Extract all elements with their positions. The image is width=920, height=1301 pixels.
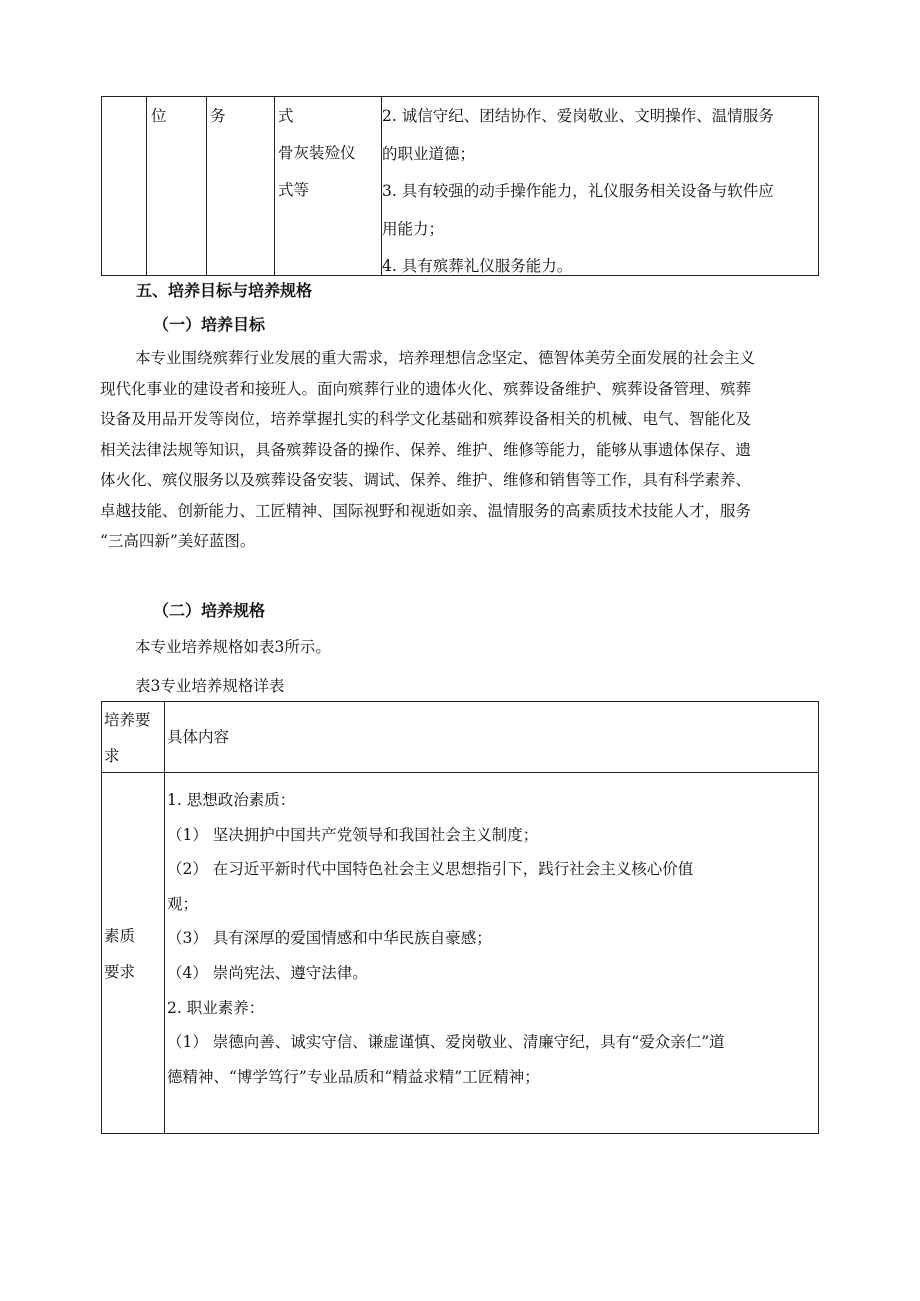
table-divider xyxy=(274,97,275,275)
paragraph-line: 现代化事业的建设者和接班人。面向殡葬行业的遗体火化、殡葬设备维护、殡葬设备管理、殡葬 xyxy=(100,379,752,398)
subsection-heading-specs: （二）培养规格 xyxy=(153,601,266,620)
paragraph-line: 卓越技能、创新能力、工匠精神、国际视野和视逝如亲、温情服务的高素质技术技能人才，服务 xyxy=(100,501,752,520)
top-table-col5 xyxy=(382,98,816,286)
top-table-col4 xyxy=(278,98,356,209)
cell-line: 的职业道德； xyxy=(382,144,476,163)
cell-line: 3. 具有较强的动手操作能力，礼仪服务相关设备与软件应 xyxy=(382,182,774,200)
row-content xyxy=(167,783,815,1094)
top-table-col2: 位 xyxy=(151,107,167,125)
goals-paragraph xyxy=(100,343,820,557)
cell-line: 式 xyxy=(278,107,294,125)
row-label xyxy=(104,918,135,990)
content-line: （1） 崇德向善、诚实守信、谦虚谨慎、爱岗敬业、清廉守纪，具有“爱众亲仁”道 xyxy=(167,1033,725,1052)
paragraph-line: 设备及用品开发等岗位，培养掌握扎实的科学文化基础和殡葬设备相关的机械、电气、智能化及 xyxy=(100,410,752,428)
cell-line: 用能力； xyxy=(382,219,445,238)
content-line: （3） 具有深厚的爱国情感和中华民族自豪感； xyxy=(167,929,492,948)
table-divider xyxy=(146,97,147,275)
content-line: 德精神、“博学笃行”专业品质和“精益求精”工匠精神； xyxy=(167,1067,540,1086)
paragraph-line: 体火化、殡仪服务以及殡葬设备安装、调试、保养、维护、维修和销售等工作，具有科学素养、 xyxy=(100,471,752,489)
paragraph-line: “三高四新”美好蓝图。 xyxy=(100,532,256,550)
top-table-col3: 务 xyxy=(210,107,226,125)
specs-table xyxy=(101,701,819,1134)
top-table xyxy=(101,96,819,276)
content-line: （2） 在习近平新时代中国特色社会主义思想指引下，践行社会主义核心价值 xyxy=(167,860,694,879)
cell-line: 骨灰装殓仪 xyxy=(278,144,356,162)
subsection-heading-goals: （一）培养目标 xyxy=(153,315,266,334)
cell-line: 素质 xyxy=(104,927,136,945)
table-divider xyxy=(164,702,165,1133)
section-heading: 五、培养目标与培养规格 xyxy=(136,281,313,300)
paragraph-line: 本专业围绕殡葬行业发展的重大需求，培养理想信念坚定、德智体美劳全面发展的社会主义 xyxy=(135,349,756,367)
cell-line: 式等 xyxy=(278,181,310,199)
content-line: （1） 坚决拥护中国共产党领导和我国社会主义制度； xyxy=(167,825,539,844)
cell-line: 求 xyxy=(104,747,120,765)
content-line: 1. 思想政治素质： xyxy=(167,791,296,809)
cell-line: 要求 xyxy=(104,963,136,981)
header-col1 xyxy=(104,702,151,774)
specs-intro: 本专业培养规格如表3所示。 xyxy=(135,638,331,656)
table-divider xyxy=(206,97,207,275)
table-divider xyxy=(102,772,818,773)
content-line: 观； xyxy=(167,894,199,913)
header-col2: 具体内容 xyxy=(167,728,230,746)
content-line: （4） 崇尚宪法、遵守法律。 xyxy=(167,963,368,982)
cell-line: 2. 诚信守纪、团结协作、爱岗敬业、文明操作、温情服务 xyxy=(382,107,774,125)
cell-line: 4. 具有殡葬礼仪服务能力。 xyxy=(382,257,573,275)
content-line: 2. 职业素养： xyxy=(167,998,265,1017)
table-caption: 表3专业培养规格详表 xyxy=(135,677,285,695)
cell-line: 培养要 xyxy=(104,711,151,729)
paragraph-line: 相关法律法规等知识，具备殡葬设备的操作、保养、维护、维修等能力，能够从事遗体保存、遗 xyxy=(100,440,752,459)
